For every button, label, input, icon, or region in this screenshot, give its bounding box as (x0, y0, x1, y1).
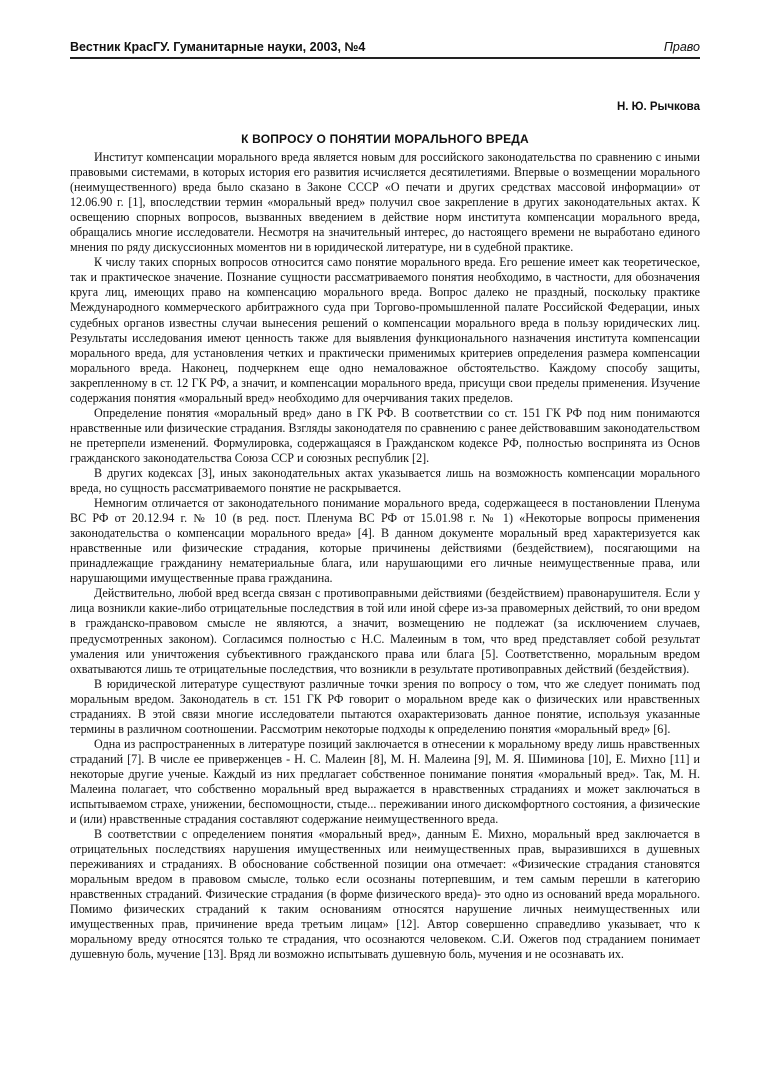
paragraph: В юридической литературе существуют различные точки зрения по вопросу о том, что же следует понимать под моральным вредом. Законодатель в ст. 151 ГК РФ говорит о моральном вреде как о физических или нравственных страданиях. В этой связи многие исследователи пытаются охарактеризовать данное понятие, используя указанные термины в различном соотношении. Рассмотрим некоторые подходы к определению понятия «моральный вред» [6]. (70, 676, 700, 736)
paragraph: В других кодексах [3], иных законодательных актах указывается лишь на возможность компенсации морального вреда, но сущность рассматриваемого понятие не раскрывается. (70, 465, 700, 496)
paragraph: В соответствии с определением понятия «моральный вред», данным Е. Михно, моральный вред заключается в отрицательных последствиях нарушения имущественных или неимущественных прав, выразившихся в душевных переживаниях и страданиях. В обоснование собственной позиции она отмечает: «Физические страдания становятся моральным вредом в правовом смысле, только если осознаны потерпевшим, и тем самым перешли в категорию нравственных страданий. Физические страдания (в форме физического вреда)- это одно из оснований вреда морального. Помимо физических страданий к таким основаниям относятся нарушение личных неимущественных или имущественных прав, причинение вреда третьим лицам» [12]. Автор совершенно справедливо указывает, что к моральному вреду относятся только те страдания, что осознаются человеком. С.И. Ожегов под страданием понимает душевную боль, мучение [13]. Вряд ли возможно испытывать душевную боль, мучения и не осознавать их. (70, 827, 700, 962)
journal-title: Вестник КрасГУ. Гуманитарные науки, 2003, №4 (70, 40, 366, 54)
paragraph: Действительно, любой вред всегда связан с противоправными действиями (бездействием) правонарушителя. Если у лица возникли какие-либо отрицательные последствия в той или иной сфере из-за правомерных действий, то они вредом в гражданско-правовом смысле не являются, а значит, возмещению не подлежат (за исключением случаев, предусмотренных законом). Согласимся полностью с Н.С. Малеиным в том, что вред представляет собой результат умаления или уничтожения субъективного гражданского права или блага [5]. Соответственно, моральным вредом охватываются лишь те отрицательные последствия, что возникли в результате противоправных действий (бездействия). (70, 586, 700, 676)
running-header (70, 40, 700, 59)
paragraph: Определение понятия «моральный вред» дано в ГК РФ. В соответствии со ст. 151 ГК РФ под ним понимаются нравственные или физические страдания. Взгляды законодателя по сравнению с ранее действовавшим законодательством не претерпели изменений. Формулировка, содержащаяся в Гражданском кодексе РФ, полностью воспринята из Основ гражданского законодательства Союза ССР и союзных республик [2]. (70, 405, 700, 465)
article-body (70, 150, 700, 963)
journal-page (70, 40, 700, 963)
article-author: Н. Ю. Рычкова (616, 101, 700, 113)
paragraph: Институт компенсации морального вреда является новым для российского законодательства по сравнению с иными правовыми системами, в которых история его развития исчисляется десятилетиями. Впервые о возмещении морального (неимущественного) вреда было сказано в Законе СССР «О печати и других средствах массовой информации» от 12.06.90 г. [1], впоследствии термин «моральный вред» получил свое закрепление в других законодательных актах. К освещению спорных вопросов, вызванных введением в действие норм института компенсации морального вреда, обращались многие исследователи. Несмотря на значительный интерес, до настоящего времени не выработано единого мнения по ряду дискуссионных моментов ни в юридической литературе, ни в судебной практике. (70, 150, 700, 255)
paragraph: Немногим отличается от законодательного понимание морального вреда, содержащееся в постановлении Пленума ВС РФ от 20.12.94 г. № 10 (в ред. пост. Пленума ВС РФ от 15.01.98 г. № 1) «Некоторые вопросы применения законодательства о компенсации морального вреда» [4]. В данном документе моральный вред характеризуется как нравственные или физические страдания, которые причинены действиями (бездействием), посягающими на принадлежащие гражданину нематериальные блага, или нарушающими его личные неимущественные права, или нарушающими имущественные права гражданина. (70, 496, 700, 586)
section-name: Право (663, 40, 700, 54)
paragraph: Одна из распространенных в литературе позиций заключается в отнесении к моральному вреду лишь нравственных страданий [7]. В числе ее приверженцев - Н. С. Малеин [8], М. Н. Малеина [9], М. Я. Шиминова [10], Е. Михно [11] и некоторые другие ученые. Каждый из них предлагает собственное понимание понятия «моральный вред». Так, М. Н. Малеина полагает, что собственно моральный вред выражается в нравственных страданиях и может заключаться в испытываемом страхе, унижении, беспомощности, стыде... переживании иного дискомфортного состояния, а физические и (или) нравственные страдания составляют содержание неимущественного вреда. (70, 736, 700, 827)
article-title: К ВОПРОСУ О ПОНЯТИИ МОРАЛЬНОГО ВРЕДА (241, 132, 529, 146)
paragraph: К числу таких спорных вопросов относится само понятие морального вреда. Его решение имеет как теоретическое, так и практическое значение. Познание сущности рассматриваемого понятия необходимо, в частности, для обозначения круга лиц, имеющих право на компенсацию морального вреда. Вопрос далеко не праздный, поскольку практике Международного коммерческого арбитражного суда при Торгово-промышленной палате Российской Федерации, иных судебных органов известны случаи вынесения решений о компенсации морального вреда в пользу юридических лиц. Результаты исследования имеют ценность также для выявления функционального назначения института компенсации морального вреда, для установления четких и практически применимых критериев определения размера компенсации морального вреда. Наконец, подчеркнем еще одно немаловажное обстоятельство. Каждому способу защиты, закрепленному в ст. 12 ГК РФ, а значит, и компенсации морального вреда, присущи свои пределы применения. Изучение содержания понятия «моральный вред» необходимо для очерчивания таких пределов. (70, 255, 700, 405)
